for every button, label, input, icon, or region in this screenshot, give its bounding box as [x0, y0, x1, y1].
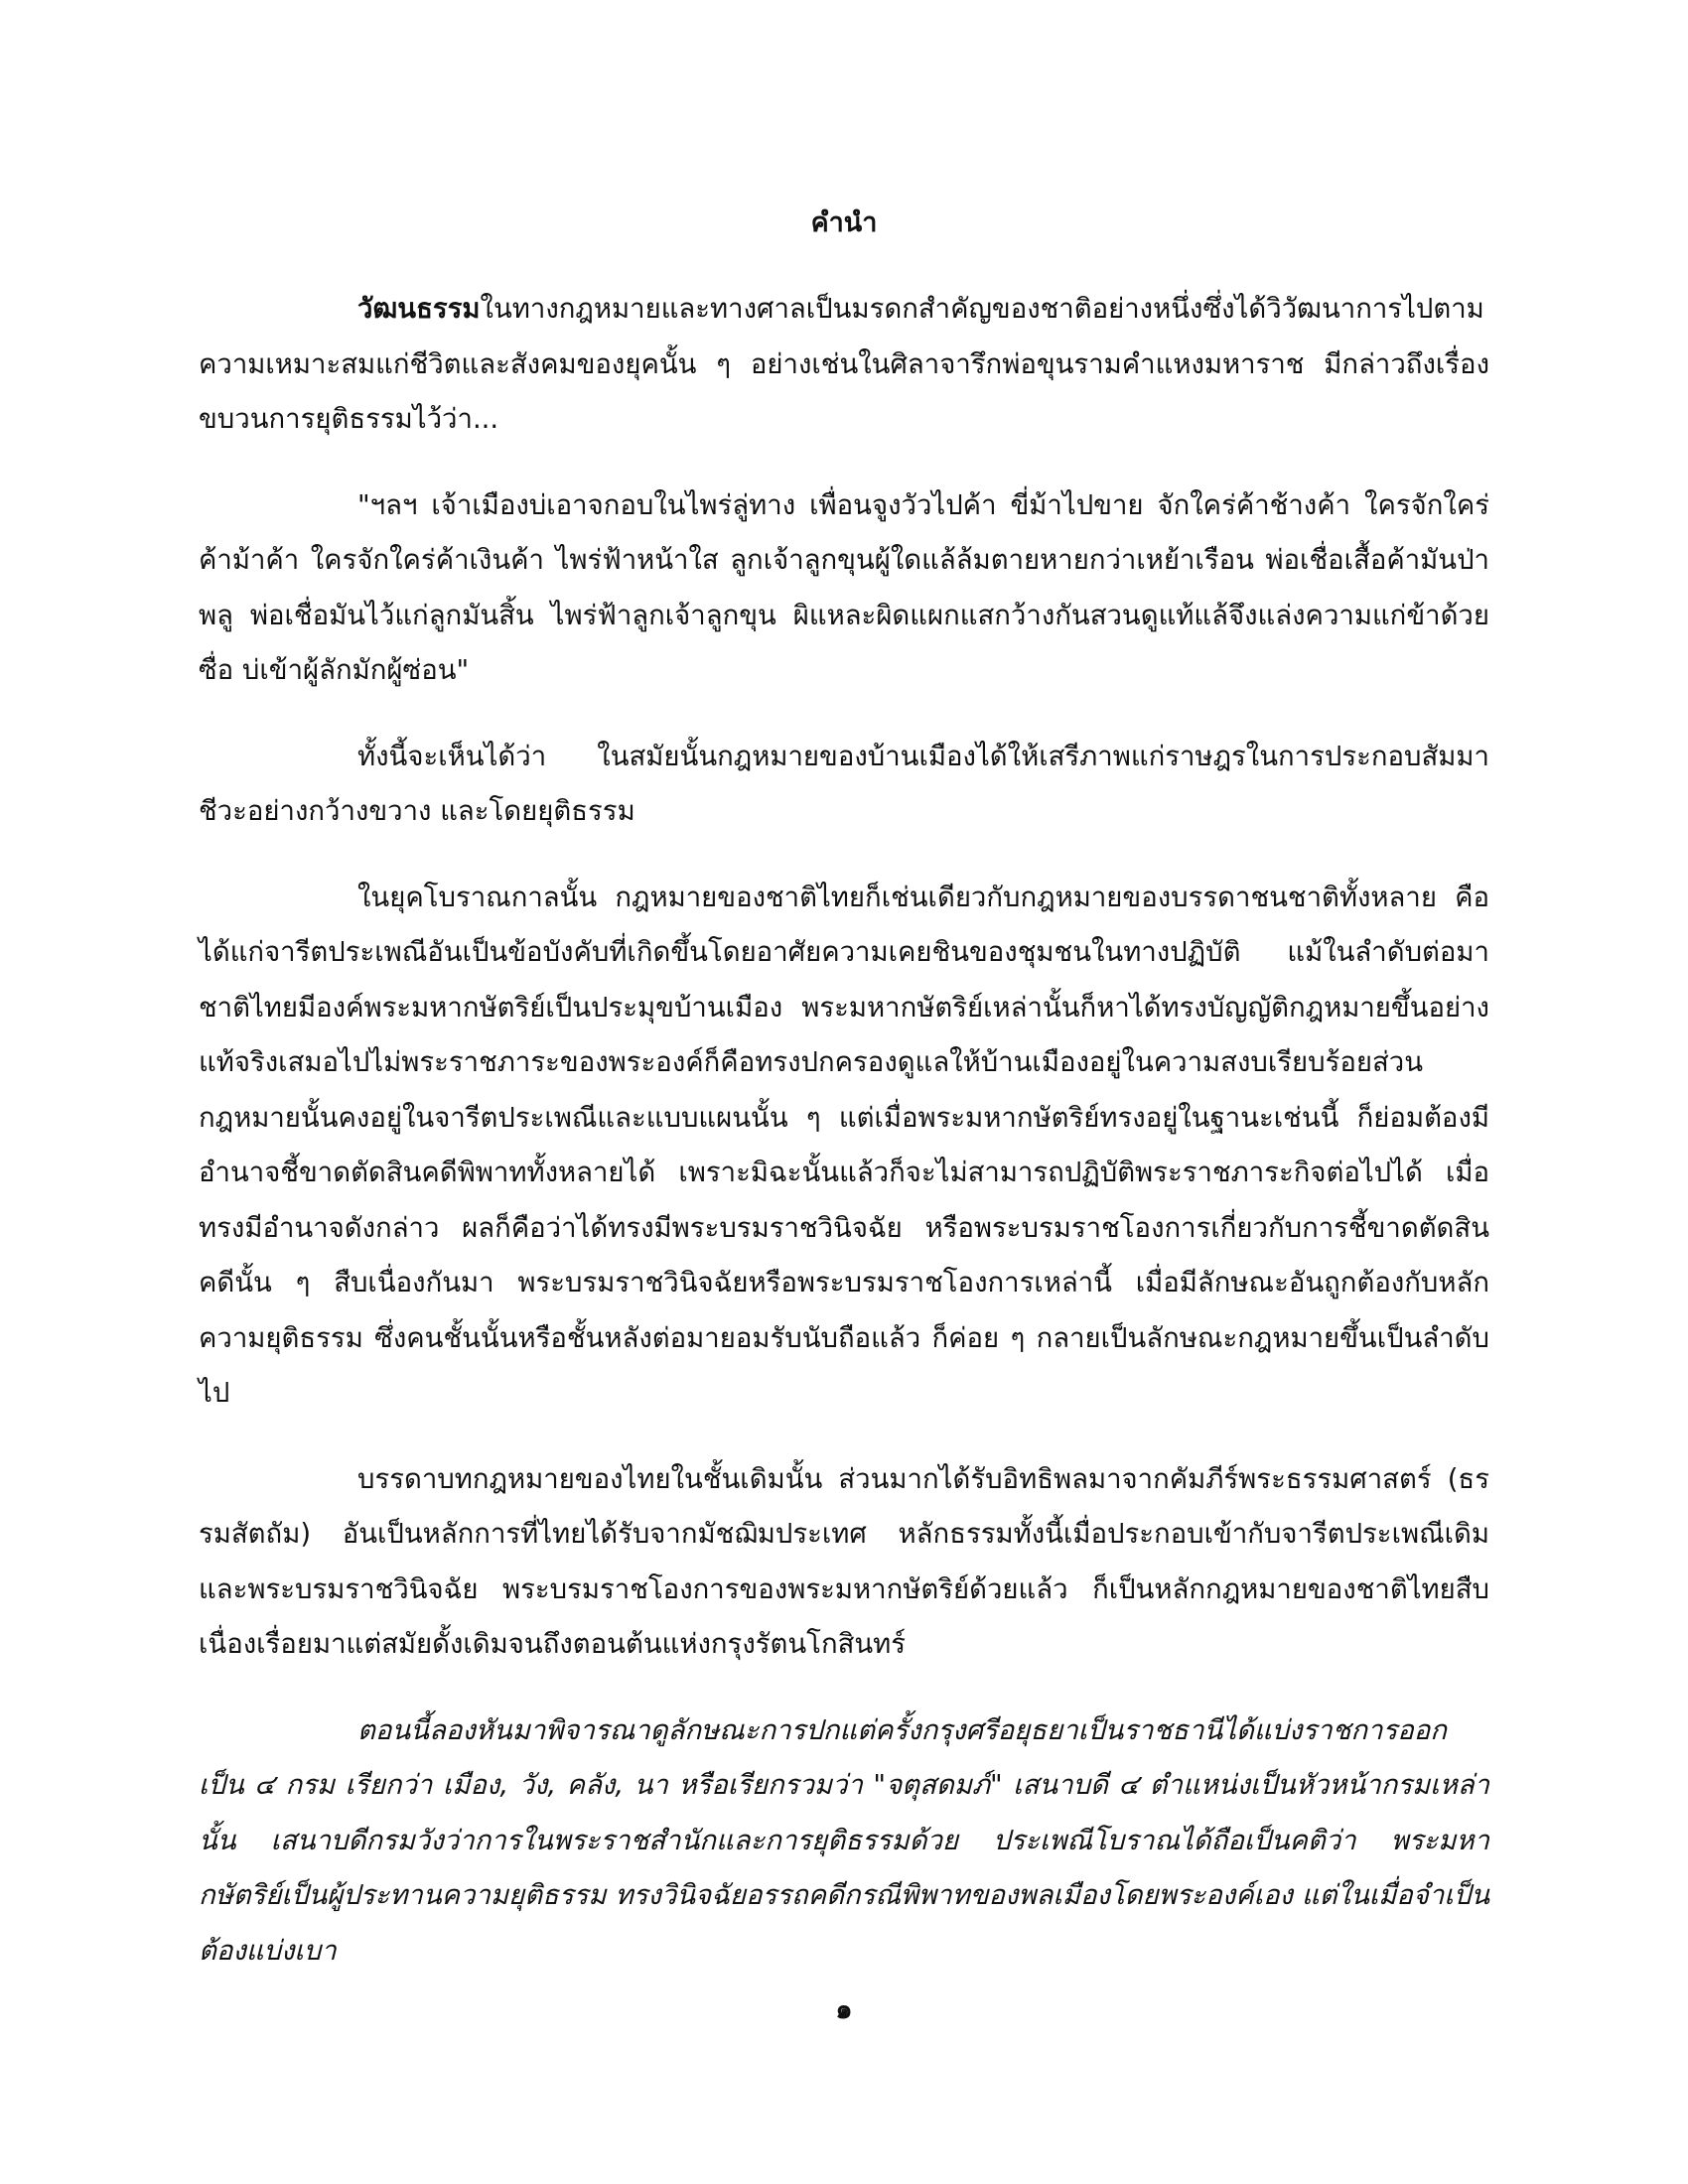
document-body: [199, 282, 1489, 2009]
paragraph-ancient-law: ในยุคโบราณกาลนั้น กฎหมายของชาติไทยก็เช่นเดียวกับกฎหมายของบรรดาชนชาติทั้งหลาย คือได้แก่จารีตประเพณีอันเป็นข้อบังคับที่เกิดขึ้นโดยอาศัยความเคยชินของชุมชนในทางปฏิบัติ แม้ในลำดับต่อมาชาติไทยมีองค์พระมหากษัตริย์เป็นประมุขบ้านเมือง พระมหากษัตริย์เหล่านั้นก็หาได้ทรงบัญญัติกฎหมายขึ้นอย่างแท้จริงเสมอไปไม่พระราชภาระของพระองค์ก็คือทรงปกครองดูแลให้บ้านเมืองอยู่ในความสงบเรียบร้อยส่วนกฎหมายนั้นคงอยู่ในจารีตประเพณีและแบบแผนนั้น ๆ แต่เมื่อพระมหากษัตริย์ทรงอยู่ในฐานะเช่นนี้ ก็ย่อมต้องมีอำนาจชี้ขาดตัดสินคดีพิพาททั้งหลายได้ เพราะมิฉะนั้นแล้วก็จะไม่สามารถปฏิบัติพระราชภาระกิจต่อไปได้ เมื่อทรงมีอำนาจดังกล่าว ผลก็คือว่าได้ทรงมีพระบรมราชวินิจฉัย หรือพระบรมราชโองการเกี่ยวกับการชี้ขาดตัดสินคดีนั้น ๆ สืบเนื่องกันมา พระบรมราชวินิจฉัยหรือพระบรมราชโองการเหล่านี้ เมื่อมีลักษณะอันถูกต้องกับหลักความยุติธรรม ซึ่งคนชั้นนั้นหรือชั้นหลังต่อมายอมรับนับถือแล้ว ก็ค่อย ๆ กลายเป็นลักษณะกฎหมายขึ้นเป็นลำดับไป: [199, 881, 1489, 1409]
page-number: ๑: [835, 1994, 853, 2025]
paragraph-inscription-quote: "ฯลฯ เจ้าเมืองบ่เอาจกอบในไพร่ลู่ทาง เพื่อนจูงวัวไปค้า ขี่ม้าไปขาย จักใคร่ค้าช้างค้า ใครจักใคร่ค้าม้าค้า ใครจักใคร่ค้าเงินค้า ไพร่ฟ้าหน้าใส ลูกเจ้าลูกขุนผู้ใดแล้ล้มตายหายกว่าเหย้าเรือน พ่อเชื่อเสื้อค้ามันป่าพลู พ่อเชื่อมันไว้แก่ลูกมันสิ้น ไพร่ฟ้าลูกเจ้าลูกขุน ผิแหละผิดแผกแสกว้างกันสวนดูแท้แล้จึงแล่งความแก่ข้าด้วยซื่อ บ่เข้าผู้ลักมักผู้ซ่อน": [199, 488, 1489, 686]
paragraph-ayutthaya: ตอนนี้ลองหันมาพิจารณาดูลักษณะการปกแต่ครั้งกรุงศรีอยุธยาเป็นราชธานีได้แบ่งราชการออกเป็น ๔ กรม เรียกว่า เมือง, วัง, คลัง, นา หรือเรียกรวมว่า "จตุสดมภ์" เสนาบดี ๔ ตำแหน่งเป็นหัวหน้ากรมเหล่านั้น เสนาบดีกรมวังว่าการในพระราชสำนักและการยุติธรรมด้วย ประเพณีโบราณได้ถือเป็นคติว่า พระมหากษัตริย์เป็นผู้ประทานความยุติธรรม ทรงวินิจฉัยอรรถคดีกรณีพิพาทของพลเมืองโดยพระองค์เอง แต่ในเมื่อจำเป็นต้องแบ่งเบา: [199, 1713, 1489, 1967]
paragraph-dharmasastra: บรรดาบทกฎหมายของไทยในชั้นเดิมนั้น ส่วนมากได้รับอิทธิพลมาจากคัมภีร์พระธรรมศาสตร์ (ธรรมสัตถัม) อันเป็นหลักการที่ไทยได้รับจากมัชฌิมประเทศ หลักธรรมทั้งนี้เมื่อประกอบเข้ากับจารีตประเพณีเดิมและพระบรมราชวินิจฉัย พระบรมราชโองการของพระมหากษัตริย์ด้วยแล้ว ก็เป็นหลักกฎหมายของชาติไทยสืบเนื่องเรื่อยมาแต่สมัยดั้งเดิมจนถึงตอนต้นแห่งกรุงรัตนโกสินทร์: [199, 1462, 1489, 1660]
paragraph-text: ในทางกฎหมายและทางศาลเป็นมรดกสำคัญของชาติอย่างหนึ่งซึ่งได้วิวัฒนาการไปตามความเหมาะสมแก่ชีวิตและสังคมของยุคนั้น ๆ อย่างเช่นในศิลาจารึกพ่อขุนรามคำแหงมหาราช มีกล่าวถึงเรื่องขบวนการยุติธรรมไว้ว่า...: [199, 293, 1489, 435]
bold-lead-word: วัฒนธรรม: [357, 293, 481, 325]
paragraph-culture: [199, 282, 1489, 448]
paragraph-freedom: ทั้งนี้จะเห็นได้ว่า ในสมัยนั้นกฎหมายของบ้านเมืองได้ให้เสรีภาพแก่ราษฎรในการประกอบสัมมาชีวะอย่างกว้างขวาง และโดยยุติธรรม: [199, 740, 1489, 827]
page-title: คำนำ: [810, 207, 878, 238]
